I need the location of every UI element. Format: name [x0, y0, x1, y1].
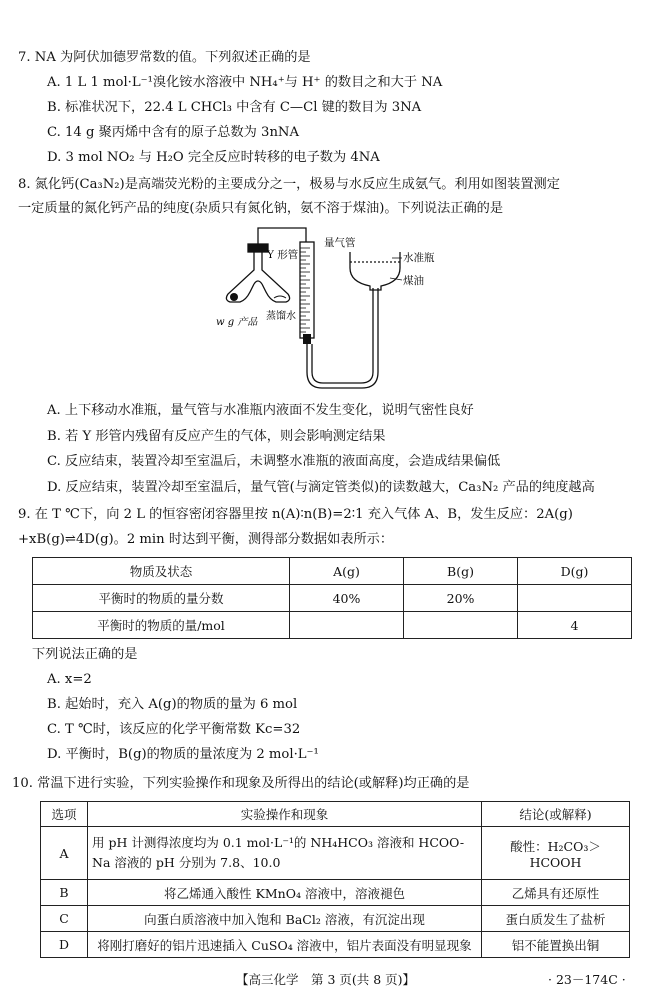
q10-header-conclusion: 结论(或解释)	[482, 802, 630, 827]
q9-option-a: A. x=2	[47, 672, 92, 687]
q7-option-a: A. 1 L 1 mol·L⁻¹溴化铵水溶液中 NH₄⁺与 H⁺ 的数目之和大于 NA	[47, 75, 443, 90]
q9-row2-a	[290, 612, 404, 639]
q8-stem-line1: 8. 氮化钙(Ca₃N₂)是高端荧光粉的主要成分之一，极易与水反应生成氨气。利用如图装置测定	[18, 177, 560, 192]
q9-row1-a: 40%	[290, 585, 404, 612]
page-footer: 【高三化学 第 3 页(共 8 页)】	[236, 972, 416, 987]
gas-tube-label: 量气管	[324, 237, 356, 249]
q10-rowa-op-line1: 用 pH 计测得浓度均为 0.1 mol·L⁻¹的 NH₄HCO₃ 溶液和 HCOO-	[92, 835, 465, 850]
q7-option-d: D. 3 mol NO₂ 与 H₂O 完全反应时转移的电子数为 4NA	[47, 150, 380, 165]
q9-option-b: B. 起始时，充入 A(g)的物质的量为 6 mol	[47, 697, 298, 712]
q8-stem-line2: 一定质量的氮化钙产品的纯度(杂质只有氮化钠，氨不溶于煤油)。下列说法正确的是	[18, 201, 504, 216]
q10-rowb-operation: 将乙烯通入酸性 KMnO₄ 溶液中，溶液褪色	[88, 880, 482, 906]
q9-stem-line2: +xB(g)⇌4D(g)。2 min 时达到平衡，测得部分数据如表所示：	[18, 532, 394, 547]
level-bottle-label: 水准瓶	[403, 252, 435, 264]
q9-row2-label: 平衡时的物质的量/mol	[33, 612, 290, 639]
q9-row1-label: 平衡时的物质的量分数	[33, 585, 290, 612]
water-label: 蒸馏水	[266, 311, 296, 322]
q10-rowb-conclusion: 乙烯具有还原性	[482, 880, 630, 906]
q9-table	[32, 557, 632, 639]
q9-row1-b: 20%	[404, 585, 518, 612]
gas-burette	[300, 242, 314, 344]
q10-rowc-option: C	[41, 906, 88, 932]
q8-option-a: A. 上下移动水准瓶，量气管与水准瓶内液面不发生变化，说明气密性良好	[47, 403, 474, 418]
product-label: w g 产品	[216, 317, 258, 328]
q10-rowb-option: B	[41, 880, 88, 906]
q10-rowa-conclusion: 酸性：H₂CO₃＞HCOOH	[482, 827, 630, 880]
q9-stem-line1: 9. 在 T ℃下，向 2 L 的恒容密闭容器里按 n(A)∶n(B)=2∶1 充入气体 A、B，发生反应：2A(g)	[18, 507, 573, 522]
kerosene-label: 煤油	[403, 275, 424, 287]
q10-rowd-operation: 将刚打磨好的铝片迅速插入 CuSO₄ 溶液中，铝片表面没有明显现象	[88, 932, 482, 958]
q9-header-species: 物质及状态	[33, 558, 290, 585]
q9-option-d: D. 平衡时，B(g)的物质的量浓度为 2 mol·L⁻¹	[47, 747, 319, 762]
q9-header-a: A(g)	[290, 558, 404, 585]
q8-option-b: B. 若 Y 形管内残留有反应产生的气体，则会影响测定结果	[47, 429, 386, 444]
q7-stem: 7. NA 为阿伏加德罗常数的值。下列叙述正确的是	[18, 50, 311, 65]
y-tube	[226, 228, 306, 302]
q9-option-c: C. T ℃时，该反应的化学平衡常数 Kc=32	[47, 722, 301, 737]
doc-code: · 23－174C ·	[548, 972, 626, 987]
q10-table	[40, 801, 630, 958]
q8-option-c: C. 反应结束，装置冷却至室温后，未调整水准瓶的液面高度，会造成结果偏低	[47, 454, 501, 469]
q9-prompt: 下列说法正确的是	[32, 647, 138, 662]
q8-option-d: D. 反应结束，装置冷却至室温后，量气管(与滴定管类似)的读数越大，Ca₃N₂ 产品的纯度越高	[47, 480, 595, 495]
q10-rowd-option: D	[41, 932, 88, 958]
q9-row2-d: 4	[518, 612, 632, 639]
rubber-hose	[307, 288, 378, 388]
y-tube-label: Y 形管	[267, 249, 299, 261]
q7-option-b: B. 标准状况下，22.4 L CHCl₃ 中含有 C—Cl 键的数目为 3NA	[47, 100, 422, 115]
q10-stem: 10. 常温下进行实验，下列实验操作和现象及所得出的结论(或解释)均正确的是	[12, 776, 470, 791]
q7-option-c: C. 14 g 聚丙烯中含有的原子总数为 3nNA	[47, 125, 299, 140]
q10-header-operation: 实验操作和现象	[88, 802, 482, 827]
q10-rowc-conclusion: 蛋白质发生了盐析	[482, 906, 630, 932]
q10-rowc-operation: 向蛋白质溶液中加入饱和 BaCl₂ 溶液，有沉淀出现	[88, 906, 482, 932]
q9-row1-d	[518, 585, 632, 612]
q9-header-b: B(g)	[404, 558, 518, 585]
q9-row2-b	[404, 612, 518, 639]
q9-header-d: D(g)	[518, 558, 632, 585]
q10-rowa-op-line2: Na 溶液的 pH 分别为 7.8、10.0	[92, 855, 281, 870]
q10-rowd-conclusion: 铝不能置换出铜	[482, 932, 630, 958]
q10-rowa-option: A	[41, 827, 88, 880]
q10-header-option: 选项	[41, 802, 88, 827]
apparatus-figure	[210, 222, 440, 398]
